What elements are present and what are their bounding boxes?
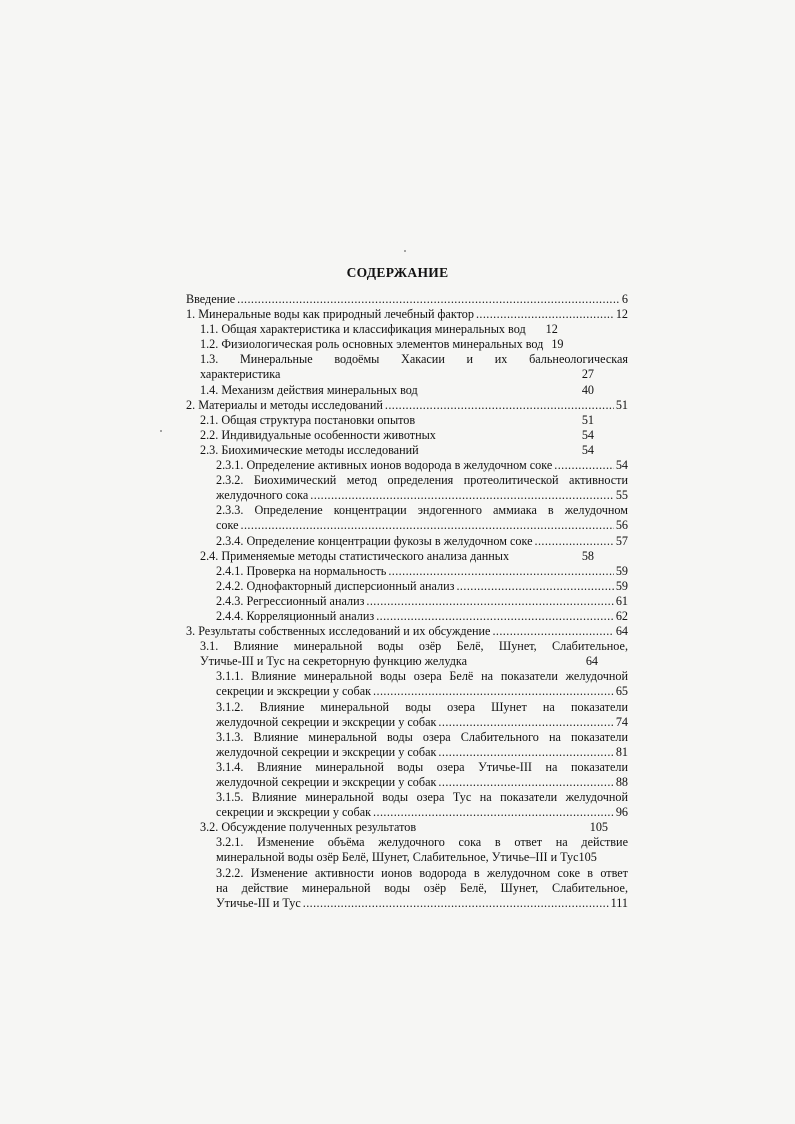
toc-entry-page: 12 (545, 322, 558, 337)
toc-entry (186, 458, 628, 473)
toc-entry-page: 51 (615, 397, 628, 412)
toc-entry (186, 473, 628, 503)
toc-entry (186, 428, 628, 443)
toc-entry-text: желудочного сока (216, 488, 309, 503)
dot-leader (385, 398, 614, 413)
toc-entry-page: 58 (581, 548, 594, 563)
dot-leader (438, 715, 613, 730)
dot-leader (303, 896, 609, 911)
toc-entry-text: секреции и экскреции у собак (216, 684, 372, 699)
toc-entry-text: 2.1. Общая структура постановки опытов (200, 412, 416, 427)
toc-entry (186, 549, 628, 564)
toc-entry-text: 2.3. Биохимические методы исследований (200, 442, 419, 457)
toc-entry (186, 669, 628, 699)
toc-entry-page: 65 (615, 684, 628, 699)
toc-entry-line: 3.2.2. Изменение активности ионов водорода в желудочном соке в ответ (216, 865, 628, 880)
dot-leader (554, 458, 614, 473)
toc-entry (186, 624, 628, 639)
toc-entry (186, 594, 628, 609)
toc-entry (186, 307, 628, 322)
toc-entry-text: минеральной воды озёр Белё, Шунет, Слабительное, Утичье–III и Тус (216, 850, 579, 865)
toc-entry-page: 51 (581, 412, 594, 427)
toc-entry-page: 19 (551, 337, 564, 352)
toc-entry-text: 1.1. Общая характеристика и классификация минеральных вод (200, 322, 526, 337)
toc-entry-page: 81 (615, 744, 628, 759)
toc-entry-text: Утичье-III и Тус (216, 895, 301, 910)
toc-entry (186, 292, 628, 307)
dot-leader (535, 534, 614, 549)
toc-entry (186, 352, 628, 382)
toc-entry (186, 413, 628, 428)
toc-entry (186, 820, 628, 835)
toc-entry-text: 1. Минеральные воды как природный лечебный фактор (186, 307, 474, 322)
toc-entry-page: 12 (615, 307, 628, 322)
toc-entry-line: на действие минеральной воды озёр Белё, Шунет, Слабительное, (216, 880, 628, 895)
toc-entry (186, 700, 628, 730)
toc-entry-text: желудочной секреции и экскреции у собак (216, 714, 437, 729)
dot-leader (476, 307, 614, 322)
toc-entry-page: 6 (621, 292, 628, 306)
toc-entry-page: 64 (615, 624, 628, 639)
toc-entry (186, 760, 628, 790)
toc-entry-page: 54 (581, 442, 594, 457)
table-of-contents (186, 292, 628, 911)
toc-entry-page: 27 (581, 367, 594, 382)
toc-entry (186, 322, 628, 337)
toc-entry-text: характеристика (200, 367, 281, 382)
toc-entry (186, 398, 628, 413)
toc-entry-line: 3.1.1. Влияние минеральной воды озера Белё на показатели желудочной (216, 669, 628, 684)
toc-entry-line: 3.2.1. Изменение объёма желудочного сока в ответ на действие (216, 835, 628, 850)
toc-entry (186, 790, 628, 820)
toc-entry-page: 40 (581, 382, 594, 397)
toc-entry (186, 534, 628, 549)
toc-entry-page: 59 (615, 578, 628, 593)
dot-leader (310, 488, 614, 503)
toc-entry (186, 866, 628, 911)
toc-entry-page: 56 (615, 518, 628, 533)
toc-entry-text: 2.4.2. Однофакторный дисперсионный анализ (216, 578, 455, 593)
toc-entry-page: 62 (615, 608, 628, 623)
dot-leader (438, 775, 613, 790)
toc-entry-text: 2.4.1. Проверка на нормальность (216, 563, 387, 578)
toc-entry-page: 54 (615, 458, 628, 473)
toc-entry-page: 105 (589, 820, 608, 835)
toc-entry-line: 3.1.3. Влияние минеральной воды озера Слабительного на показатели (216, 729, 628, 744)
toc-entry (186, 835, 628, 865)
toc-entry-line: 2.3.3. Определение концентрации эндогенного аммиака в желудочном (216, 503, 628, 518)
toc-entry-page: 59 (615, 563, 628, 578)
toc-entry-text: 2.4.4. Корреляционный анализ (216, 608, 375, 623)
toc-entry-text: 2.3.1. Определение активных ионов водорода в желудочном соке (216, 458, 553, 473)
toc-entry-text: желудочной секреции и экскреции у собак (216, 744, 437, 759)
toc-entry-text: 2. Материалы и методы исследований (186, 397, 383, 412)
toc-entry-line: 3.1.5. Влияние минеральной воды озера Тус на показатели желудочной (216, 790, 628, 805)
toc-entry-page: 57 (615, 533, 628, 548)
toc-entry-text: 1.4. Механизм действия минеральных вод (200, 382, 418, 397)
dot-leader (373, 805, 614, 820)
toc-entry-page: 61 (615, 593, 628, 608)
toc-entry-text: 2.4. Применяемые методы статистического анализа данных (200, 548, 510, 563)
toc-entry-page: 88 (615, 775, 628, 789)
toc-entry (186, 730, 628, 760)
toc-entry-text: 2.4.3. Регрессионный анализ (216, 593, 365, 608)
toc-entry (186, 639, 628, 669)
toc-entry (186, 337, 628, 352)
toc-entry-text: желудочной секреции и экскреции у собак (216, 775, 437, 789)
toc-entry-text: секреции и экскреции у собак (216, 805, 372, 820)
dot-leader (456, 579, 613, 594)
toc-entry-text: 1.2. Физиологическая роль основных элементов минеральных вод (200, 337, 544, 352)
toc-entry-page: 74 (615, 714, 628, 729)
toc-entry-line: 3.1. Влияние минеральной воды озёр Белё, Шунет, Слабительное, (200, 639, 628, 654)
toc-entry-line: 1.3. Минеральные водоёмы Хакасии и их бальнеологическая (200, 352, 628, 367)
toc-entry-text: соке (216, 518, 239, 533)
dot-leader (492, 624, 613, 639)
toc-entry (186, 443, 628, 458)
scan-speck (160, 430, 162, 432)
toc-entry-text: Утичье-III и Тус на секреторную функцию желудка (200, 654, 468, 669)
toc-entry-page: 96 (615, 805, 628, 820)
toc-entry-text: 2.2. Индивидуальные особенности животных (200, 427, 436, 442)
dot-leader (388, 564, 613, 579)
toc-entry-line: 3.1.4. Влияние минеральной воды озера Утичье-III на показатели (216, 759, 628, 774)
toc-entry (186, 564, 628, 579)
toc-entry (186, 503, 628, 533)
dot-leader (241, 518, 614, 533)
page-title: СОДЕРЖАНИЕ (346, 265, 449, 280)
toc-entry-page: 105 (578, 850, 597, 865)
dot-leader (237, 292, 620, 307)
toc-entry-page: 111 (610, 895, 628, 910)
toc-entry-page: 55 (615, 488, 628, 503)
toc-entry-page: 54 (581, 427, 594, 442)
toc-entry-line: 2.3.2. Биохимический метод определения протеолитической активности (216, 473, 628, 488)
toc-entry-page: 64 (585, 654, 598, 669)
toc-entry-text: 3. Результаты собственных исследований и их обсуждение (186, 624, 491, 639)
toc-entry-text: 2.3.4. Определение концентрации фукозы в желудочном соке (216, 533, 533, 548)
dot-leader (366, 594, 613, 609)
toc-entry-text: Введение (186, 292, 236, 306)
toc-entry-text: 3.2. Обсуждение полученных результатов (200, 820, 417, 835)
toc-entry-line: 3.1.2. Влияние минеральной воды озера Шунет на показатели (216, 699, 628, 714)
scan-speck (404, 250, 406, 252)
dot-leader (438, 745, 613, 760)
dot-leader (376, 609, 614, 624)
dot-leader (373, 684, 614, 699)
toc-entry (186, 609, 628, 624)
toc-entry (186, 383, 628, 398)
toc-entry (186, 579, 628, 594)
